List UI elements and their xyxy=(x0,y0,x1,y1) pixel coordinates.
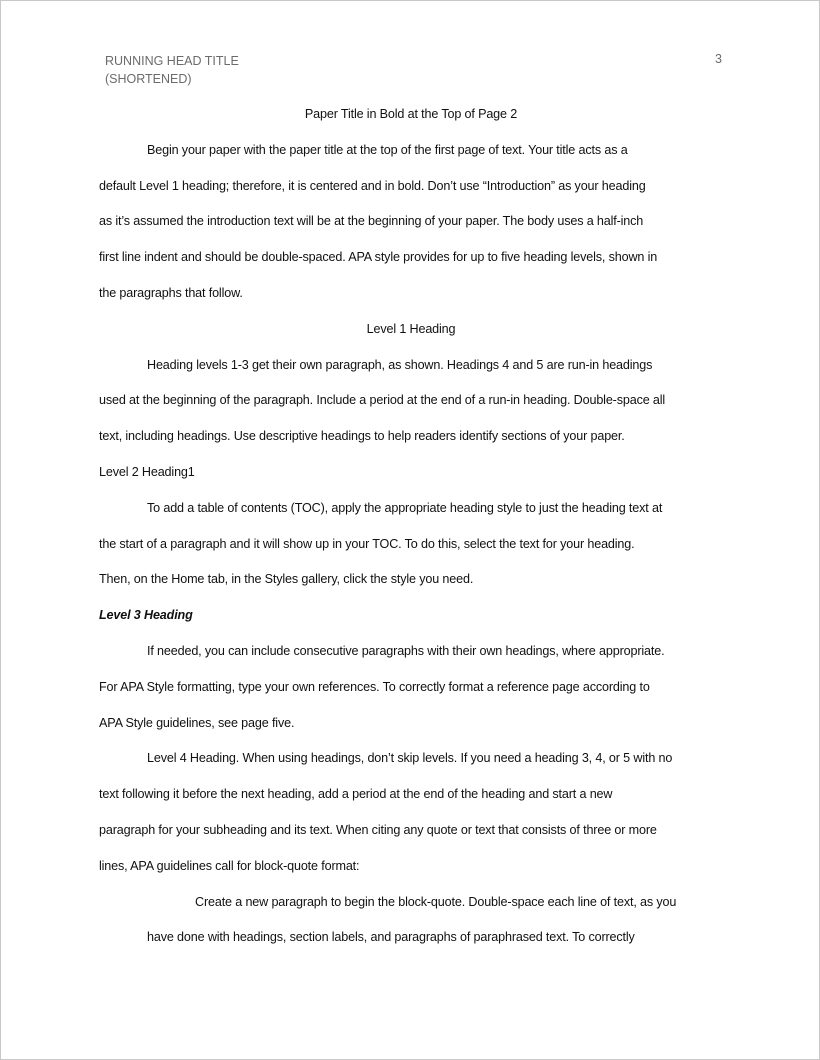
text-line xyxy=(99,177,646,195)
running-head xyxy=(105,52,239,88)
text-run: If needed, you can include consecutive paragraphs with their own headings, where appropriate. xyxy=(147,644,665,658)
text-run: For APA Style formatting, type your own references. To correctly format a reference page according to xyxy=(99,679,650,694)
text-run: text, including headings. Use descriptive headings to help readers identify sections of your paper. xyxy=(99,429,625,444)
text-line xyxy=(147,749,672,767)
text-run: the start of a paragraph and it will show up in your TOC. To do this, select the text for your heading. xyxy=(99,536,635,551)
text-run: Create a new paragraph to begin the block-quote. Double-space each line of text, as you xyxy=(195,894,677,909)
text-line xyxy=(99,535,634,553)
text-line xyxy=(99,785,612,803)
emphasized-text: Home xyxy=(171,572,205,587)
text-line xyxy=(147,928,635,946)
heading-line xyxy=(99,105,723,123)
emphasized-text: Level 2 Heading1 xyxy=(99,465,195,479)
text-line xyxy=(99,284,243,302)
text-line xyxy=(195,893,676,911)
text-run: lines, APA guidelines call for block-quote format: xyxy=(99,858,360,873)
heading-line xyxy=(99,320,723,338)
text-run: default Level 1 heading; therefore, it is centered and in bold. Don’t use “Introduction” as your heading xyxy=(99,178,646,193)
text-run: tab, in the xyxy=(204,572,265,587)
text-run: Begin your paper with the paper title at the top of the first page of text. Your title acts as a xyxy=(147,142,628,157)
text-run: as it’s assumed the introduction text will be at the beginning of your paper. The body uses a half-inch xyxy=(99,214,644,229)
text-line xyxy=(99,248,657,266)
text-line xyxy=(99,570,473,588)
text-line xyxy=(99,857,359,875)
text-run: APA Style guidelines, see page five. xyxy=(99,715,295,730)
text-line xyxy=(147,356,652,374)
text-line xyxy=(99,821,657,839)
text-line xyxy=(99,714,294,732)
emphasized-text: Level 3 Heading xyxy=(99,608,193,623)
running-head-line1: RUNNING HEAD TITLE xyxy=(105,54,239,68)
text-run: Heading levels 1-3 get their own paragraph, as shown. Headings 4 and 5 are run-in headings xyxy=(147,357,653,372)
page-number: 3 xyxy=(715,52,722,66)
text-run: text following it before the next heading, add a period at the end of the heading and start a new xyxy=(99,787,613,802)
text-line xyxy=(147,141,628,159)
emphasized-text: Level 4 Heading. xyxy=(147,751,240,766)
text-line xyxy=(99,391,665,409)
text-line xyxy=(99,606,193,624)
text-run: the paragraphs that follow. xyxy=(99,286,243,300)
text-run: Then, on the xyxy=(99,572,172,587)
text-run: first line indent and should be double-spaced. APA style provides for up to five heading levels, shown in xyxy=(99,250,658,265)
text-line xyxy=(99,463,195,481)
text-run: used at the beginning of the paragraph. Include a period at the end of a run-in heading. Double-space all xyxy=(99,393,666,408)
text-run: When using headings, don’t skip levels. If you need a heading 3, 4, or 5 with no xyxy=(239,751,673,766)
text-line xyxy=(99,678,650,696)
text-line xyxy=(147,642,664,660)
emphasized-text: Level 1 Heading xyxy=(366,321,456,336)
text-line xyxy=(99,212,643,230)
text-run: gallery, click the style you need. xyxy=(298,572,474,587)
text-line xyxy=(147,499,662,517)
running-head-line2: (SHORTENED) xyxy=(105,72,192,86)
text-run: paragraph for your subheading and its text. When citing any quote or text that consists of three or more xyxy=(99,823,657,837)
text-run: have done with headings, section labels, and paragraphs of paraphrased text. To correctly xyxy=(147,930,635,945)
emphasized-text: Paper Title in Bold at the Top of Page 2 xyxy=(304,107,518,121)
text-line xyxy=(99,427,625,445)
text-run: To add a table of contents (TOC), apply the appropriate heading style to just the heading text at xyxy=(147,500,663,515)
emphasized-text: Styles xyxy=(264,572,299,587)
